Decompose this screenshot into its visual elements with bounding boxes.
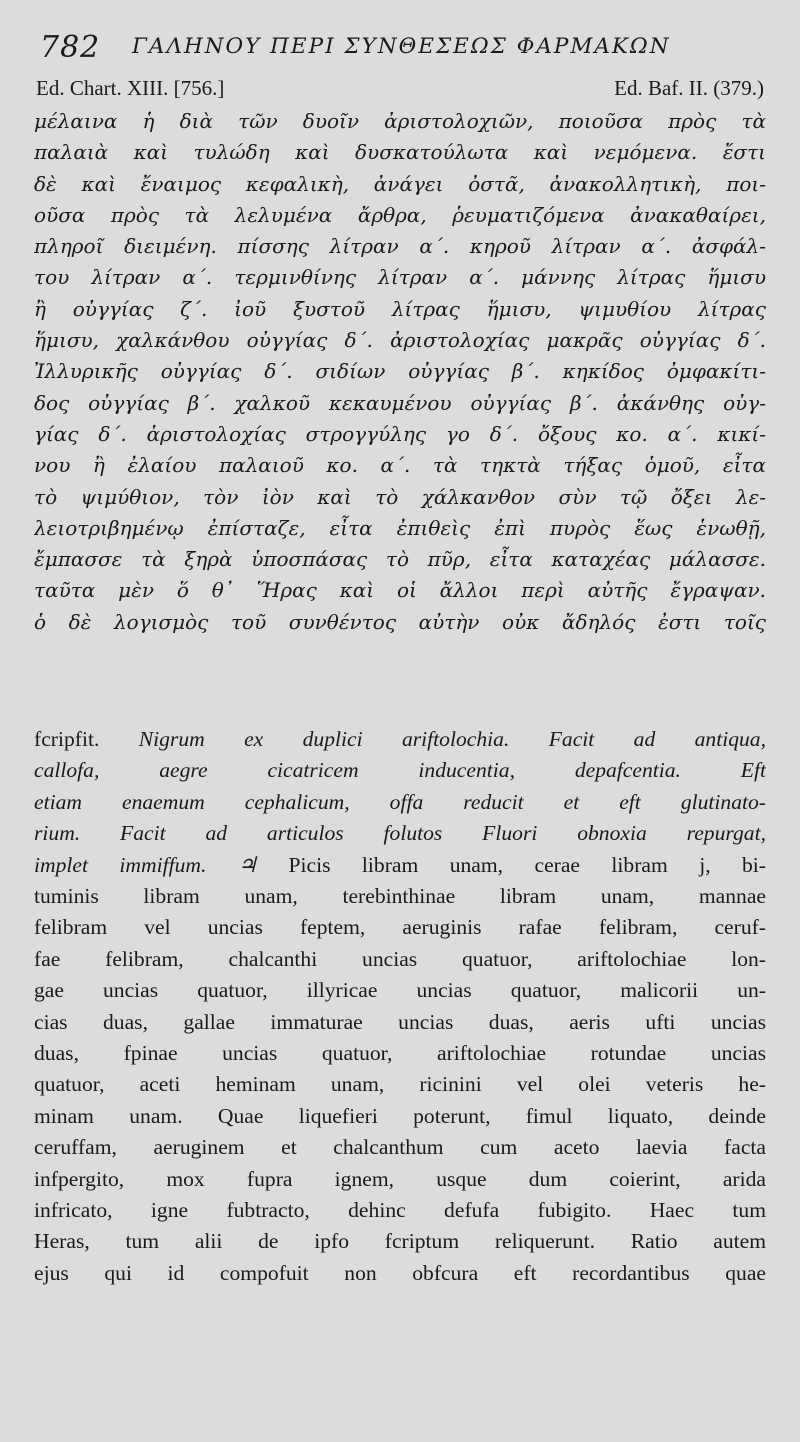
latin-line [34, 850, 766, 881]
latin-line [34, 724, 766, 755]
latin-roman-text: fcripfit. [34, 727, 139, 752]
edition-references [34, 76, 766, 104]
latin-line: ejus qui id compofuit non obfcura eft recordantibus quae [34, 1260, 766, 1285]
greek-line: του λίτραν α΄. τερμινθίνης λίτραν α΄. μάννης λίτρας ἥμισυ [34, 265, 766, 290]
latin-line: infpergito, mox fupra ignem, usque dum coierint, arida [34, 1166, 766, 1191]
latin-line: fae felibram, chalcanthi uncias quatuor, ariftolochiae lon- [34, 946, 766, 971]
greek-line: ὁ δὲ λογισμὸς τοῦ συνθέντος αὐτὴν οὐκ ἄδηλός ἐστι τοῖς [34, 609, 766, 634]
edition-basel: Ed. Baf. II. (379.) [614, 76, 764, 100]
latin-line: quatuor, aceti heminam unam, ricinini vel olei veteris he- [34, 1072, 766, 1097]
latin-italic-text: implet immiffum. ♃ [34, 852, 258, 877]
page-header [34, 22, 766, 70]
latin-italic-text: Nigrum ex duplici ariftolochia. Facit ad antiqua, [138, 727, 766, 752]
latin-line: minam unam. Quae liquefieri poterunt, fimul liquato, deinde [34, 1103, 766, 1128]
greek-line: δος οὐγγίας β΄. χαλκοῦ κεκαυμένου οὐγγίας β΄. ἀκάνθης οὐγ- [34, 390, 766, 415]
latin-text-block [34, 724, 766, 1289]
greek-line: παλαιὰ καὶ τυλώδη καὶ δυσκατούλωτα καὶ νεμόμενα. ἔστι [34, 140, 766, 165]
latin-line: gae uncias quatuor, illyricae uncias quatuor, malicorii un- [34, 978, 766, 1003]
greek-line: ταῦτα μὲν ὅ θ᾽ Ἥρας καὶ οἱ ἄλλοι περὶ αὐτῆς ἔγραψαν. [34, 578, 766, 603]
greek-text-block [34, 106, 766, 638]
greek-line: ἔμπασσε τὰ ξηρὰ ὑποσπάσας τὸ πῦρ, εἶτα καταχέας μάλασσε. [34, 547, 766, 572]
latin-roman-text: Picis libram unam, cerae libram j, bi- [257, 852, 766, 877]
latin-line [34, 787, 766, 818]
latin-line: ceruffam, aeruginem et chalcanthum cum aceto laevia facta [34, 1135, 766, 1160]
greek-line: Ἰλλυρικῆς οὐγγίας δ΄. σιδίων οὐγγίας β΄. κηκίδος ὀμφακίτι- [34, 359, 766, 384]
running-title: ΓΑΛΗΝΟΥ ΠΕΡΙ ΣΥΝΘΕΣΕΩΣ ΦΑΡΜΑΚΩΝ [132, 34, 671, 59]
greek-line: τὸ ψιμύθιον, τὸν ἰὸν καὶ τὸ χάλκανθον σὺν τῷ ὄξει λε- [34, 484, 766, 509]
latin-line [34, 818, 766, 849]
latin-line [34, 755, 766, 786]
edition-chartier: Ed. Chart. XIII. [756.] [36, 76, 225, 100]
section-gap [34, 638, 766, 724]
latin-line: Heras, tum alii de ipfo fcriptum reliquerunt. Ratio autem [34, 1229, 766, 1254]
greek-line: ἥμισυ, χαλκάνθου οὐγγίας δ΄. ἀριστολοχίας μακρᾶς οὐγγίας δ΄. [34, 328, 766, 353]
greek-line: γίας δ΄. ἀριστολοχίας στρογγύλης γο δ΄. ὄξους κο. α΄. κικί- [34, 421, 766, 446]
greek-line: λειοτριβημένῳ ἐπίσταζε, εἶτα ἐπιθεὶς ἐπὶ πυρὸς ἕως ἑνωθῇ, [34, 515, 766, 540]
greek-line: πληροῖ διειμένη. πίσσης λίτραν α΄. κηροῦ λίτραν α΄. ἀσφάλ- [34, 234, 766, 259]
latin-italic-text: rium. Facit ad articulos folutos Fluori obnoxia repurgat, [34, 821, 766, 846]
latin-line: duas, fpinae uncias quatuor, ariftolochiae rotundae uncias [34, 1040, 766, 1065]
greek-line: μέλαινα ἡ διὰ τῶν δυοῖν ἀριστολοχιῶν, ποιοῦσα πρὸς τὰ [34, 109, 766, 133]
greek-line: ἢ οὐγγίας ζ΄. ἰοῦ ξυστοῦ λίτρας ἥμισυ, ψιμυθίου λίτρας [34, 296, 766, 321]
latin-line: infricato, igne fubtracto, dehinc defufa fubigito. Haec tum [34, 1197, 766, 1222]
page-number: 782 [40, 30, 101, 65]
latin-line: cias duas, gallae immaturae uncias duas, aeris ufti uncias [34, 1009, 766, 1034]
latin-italic-text: etiam enaemum cephalicum, offa reducit et eft glutinato- [34, 789, 766, 814]
greek-line: οῦσα πρὸς τὰ λελυμένα ἄρθρα, ῥευματιζόμενα ἀνακαθαίρει, [34, 202, 766, 227]
latin-italic-text: callofa, aegre cicatricem inducentia, depafcentia. Eft [34, 758, 766, 783]
greek-line: νου ἢ ἐλαίου παλαιοῦ κο. α΄. τὰ τηκτὰ τήξας ὁμοῦ, εἶτα [34, 453, 766, 478]
latin-line: felibram vel uncias feptem, aeruginis rafae felibram, ceruf- [34, 915, 766, 940]
greek-line: δὲ καὶ ἔναιμος κεφαλικὴ, ἀνάγει ὀστᾶ, ἀνακολλητικὴ, ποι- [34, 171, 766, 196]
latin-line: tuminis libram unam, terebinthinae libram unam, mannae [34, 884, 766, 908]
